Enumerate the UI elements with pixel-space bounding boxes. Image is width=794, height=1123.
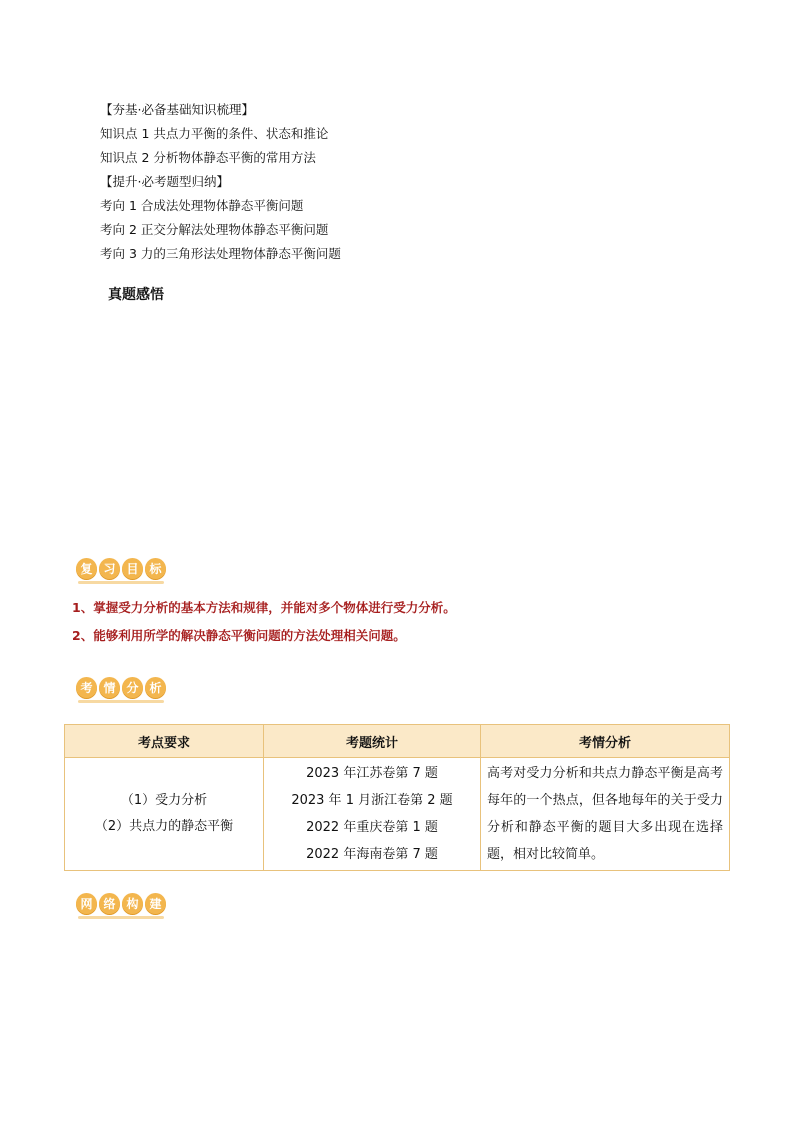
badge-underline	[78, 581, 164, 584]
toc-improve-header: 【提升·必考题型归纳】	[100, 174, 229, 189]
badge-char: 网	[76, 893, 97, 914]
statistics-cell	[264, 758, 481, 871]
stat-item: 2022 年重庆卷第 1 题	[306, 820, 438, 835]
stat-item: 2023 年 1 月浙江卷第 2 题	[291, 793, 453, 808]
toc-direction-1: 考向 1 合成法处理物体静态平衡问题	[100, 198, 304, 213]
stat-item: 2022 年海南卷第 7 题	[306, 847, 438, 862]
network-badge	[76, 893, 166, 919]
badge-char: 分	[122, 677, 143, 698]
table-row	[65, 758, 730, 871]
badge-char: 构	[122, 893, 143, 914]
toc-foundation-header: 【夯基·必备基础知识梳理】	[100, 102, 254, 117]
badge-char: 情	[99, 677, 120, 698]
toc-knowledge-2: 知识点 2 分析物体静态平衡的常用方法	[100, 150, 316, 165]
badge-char: 复	[76, 558, 97, 579]
header-analysis: 考情分析	[481, 725, 730, 758]
badge-char: 建	[145, 893, 166, 914]
requirement-item: （1）受力分析	[120, 793, 208, 808]
review-goals-badge	[76, 558, 166, 584]
badge-char: 标	[145, 558, 166, 579]
goal-item-1: 1、掌握受力分析的基本方法和规律，并能对多个物体进行受力分析。	[72, 600, 456, 615]
badge-char: 析	[145, 677, 166, 698]
table-header-row	[65, 725, 730, 758]
toc-direction-2: 考向 2 正交分解法处理物体静态平衡问题	[100, 222, 329, 237]
exam-analysis-table	[64, 724, 730, 871]
requirement-item: （2）共点力的静态平衡	[94, 819, 234, 834]
toc-list	[100, 98, 341, 266]
header-requirements: 考点要求	[65, 725, 264, 758]
analysis-cell: 高考对受力分析和共点力静态平衡是高考每年的一个热点，但各地每年的关于受力分析和静态平衡的题目大多出现在选择题，相对比较简单。	[481, 758, 730, 871]
badge-underline	[78, 700, 164, 703]
header-statistics: 考题统计	[264, 725, 481, 758]
requirements-cell	[65, 758, 264, 871]
badge-char: 习	[99, 558, 120, 579]
badge-char: 络	[99, 893, 120, 914]
badge-underline	[78, 916, 164, 919]
real-questions-heading: 真题感悟	[108, 287, 164, 303]
exam-analysis-badge	[76, 677, 166, 703]
goal-item-2: 2、能够利用所学的解决静态平衡问题的方法处理相关问题。	[72, 628, 406, 643]
stat-item: 2023 年江苏卷第 7 题	[306, 766, 438, 781]
toc-knowledge-1: 知识点 1 共点力平衡的条件、状态和推论	[100, 126, 329, 141]
toc-direction-3: 考向 3 力的三角形法处理物体静态平衡问题	[100, 246, 341, 261]
badge-char: 目	[122, 558, 143, 579]
badge-char: 考	[76, 677, 97, 698]
